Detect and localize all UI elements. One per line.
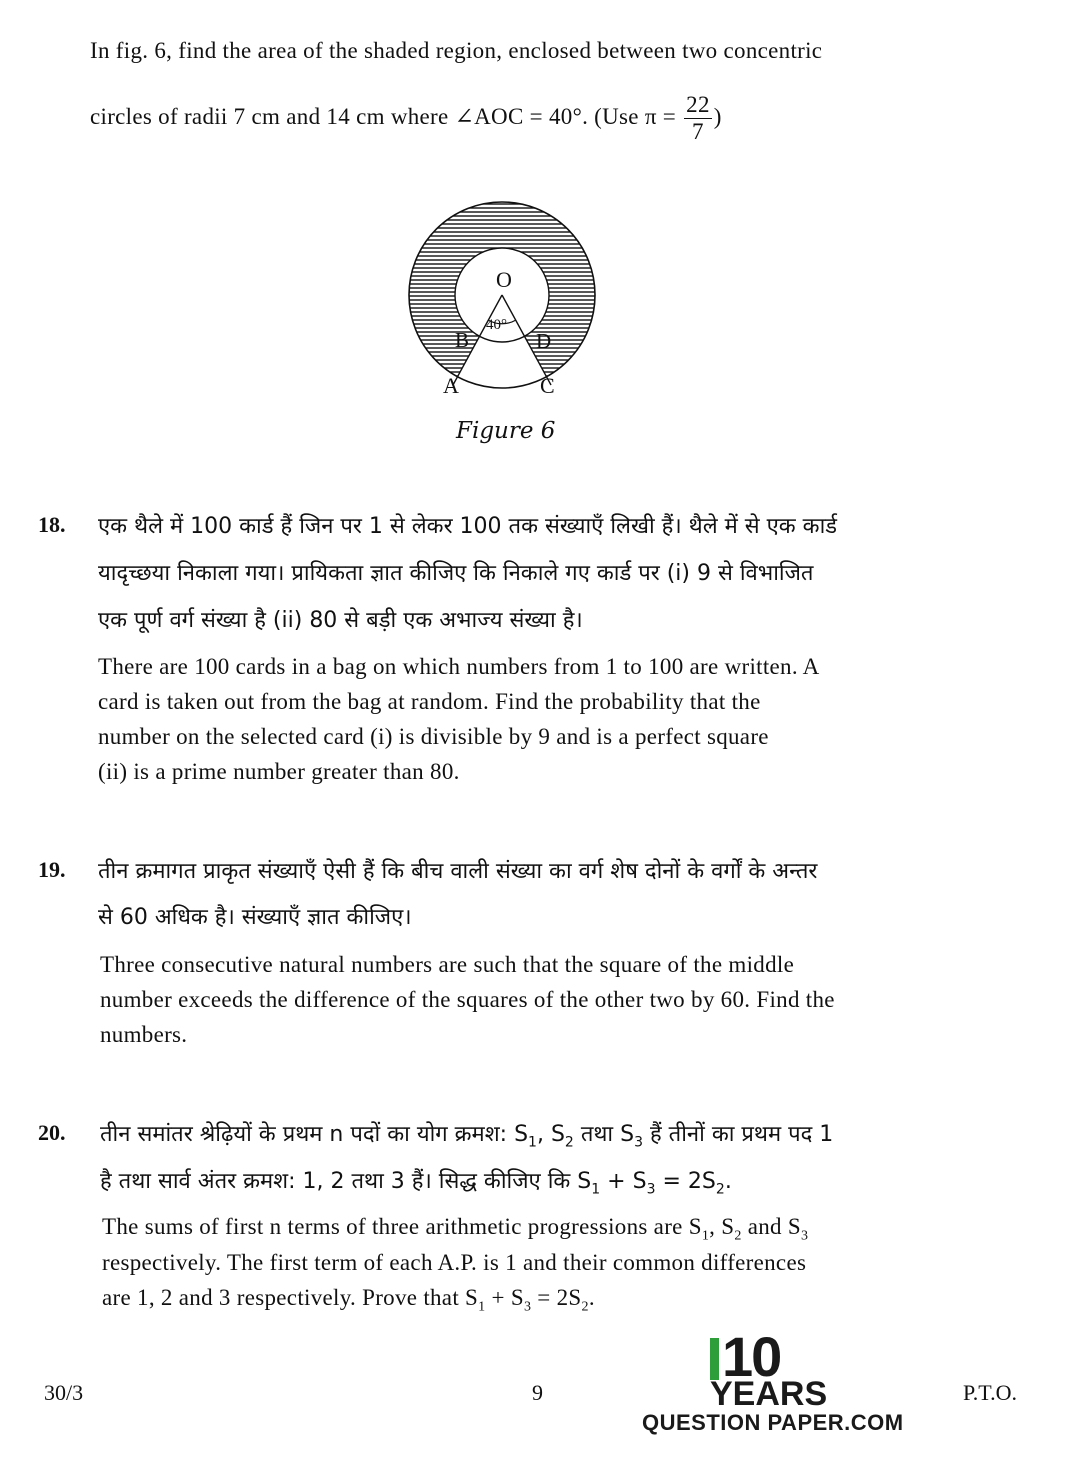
pto-label: P.T.O. <box>963 1380 1017 1405</box>
q17-line-1: In fig. 6, find the area of the shaded region, enclosed between two concentric <box>90 38 823 63</box>
site-logo <box>640 1325 904 1442</box>
sub-1: 1 <box>528 1134 537 1151</box>
sub-3: 3 <box>523 1299 532 1315</box>
q20-english-3c: = 2S <box>531 1285 582 1310</box>
figure-caption: Figure 6 <box>456 418 556 444</box>
label-B: B <box>455 328 470 352</box>
sub-1: 1 <box>478 1299 486 1315</box>
q20-english-1c: and S <box>741 1214 801 1239</box>
q20-english-3d: . <box>588 1285 595 1310</box>
q20-english-line-2: respectively. The first term of each A.P. is 1 and their common differences <box>102 1250 807 1275</box>
label-D: D <box>536 329 552 353</box>
sub-2: 2 <box>715 1181 725 1198</box>
sub-2: 2 <box>734 1228 742 1244</box>
pi-fraction <box>684 92 712 145</box>
sub-3: 3 <box>634 1134 644 1151</box>
paper-code: 30/3 <box>44 1380 84 1405</box>
q20-english-1a: The sums of first n terms of three arithmetic progressions are S <box>102 1214 702 1239</box>
q20-hindi-2c: = 2S <box>655 1169 716 1194</box>
figure-6-diagram <box>405 195 605 405</box>
q19-english-line-2: number exceeds the difference of the squares of the other two by 60. Find the <box>100 987 835 1012</box>
label-angle: 40° <box>486 317 507 333</box>
fraction-numerator: 22 <box>686 92 710 117</box>
q20-hindi-line-2 <box>100 1165 732 1197</box>
q19-english-line-1: Three consecutive natural numbers are such that the square of the middle <box>100 952 795 977</box>
sub-2: 2 <box>564 1134 574 1151</box>
label-A: A <box>443 373 459 398</box>
q19-hindi-line-1: तीन क्रमागत प्राकृत संख्याएँ ऐसी हैं कि बीच वाली संख्या का वर्ग शेष दोनों के वर्गों के अन्तर <box>98 859 818 884</box>
logo-site-name: QUESTION PAPER.COM <box>642 1410 904 1435</box>
q20-english-3a: are 1, 2 and 3 respectively. Prove that S <box>102 1285 479 1310</box>
q19-hindi-line-2: से 60 अधिक है। संख्याएँ ज्ञात कीजिए। <box>98 905 412 930</box>
label-O: O <box>496 267 512 292</box>
q17-line-2-text: circles of radii 7 cm and 14 cm where ∠AOC = 40°. (Use π = <box>90 103 677 129</box>
fraction-denominator: 7 <box>692 119 704 144</box>
q18-english-line-3: number on the selected card (i) is divisible by 9 and is a perfect square <box>98 724 769 749</box>
logo-years: YEARS <box>710 1375 828 1413</box>
sub-1: 1 <box>701 1228 710 1244</box>
q20-english-line-1 <box>102 1214 808 1245</box>
q17-line-2 <box>90 92 722 145</box>
q18-english-line-4: (ii) is a prime number greater than 80. <box>98 759 460 784</box>
q18-hindi-line-2: यादृच्छया निकाला गया। प्रायिकता ज्ञात कीजिए कि निकाले गए कार्ड पर (i) 9 से विभाजित <box>98 561 814 586</box>
sub-3: 3 <box>646 1181 656 1198</box>
q20-hindi-1d: हैं तीनों का प्रथम पद 1 <box>643 1122 834 1147</box>
page-number: 9 <box>532 1380 543 1405</box>
sub-2: 2 <box>581 1299 589 1315</box>
q18-hindi-line-1: एक थैले में 100 कार्ड हैं जिन पर 1 से लेकर 100 तक संख्याएँ लिखी हैं। थैले में से एक कार्ड <box>98 514 838 539</box>
q20-hindi-2b: + S <box>600 1169 647 1194</box>
q20-hindi-line-1 <box>100 1118 833 1150</box>
q18-number: 18. <box>38 512 66 537</box>
q19-number: 19. <box>38 857 66 882</box>
q20-number: 20. <box>38 1120 66 1145</box>
q20-hindi-1b: , S <box>536 1122 565 1147</box>
logo-accent-bar <box>710 1338 719 1380</box>
q20-hindi-2d: . <box>724 1169 732 1194</box>
q18-hindi-line-3: एक पूर्ण वर्ग संख्या है (ii) 80 से बड़ी एक अभाज्य संख्या है। <box>98 608 583 633</box>
label-C: C <box>540 373 555 398</box>
q18-english-line-2: card is taken out from the bag at random. Find the probability that the <box>98 689 761 714</box>
q17-close-paren: ) <box>713 103 722 129</box>
q20-english-1b: , S <box>709 1214 735 1239</box>
sub-3: 3 <box>800 1228 809 1244</box>
logo-number: 10 <box>722 1325 781 1388</box>
q18-english-line-1: There are 100 cards in a bag on which numbers from 1 to 100 are written. A <box>98 654 820 679</box>
q20-hindi-1a: तीन समांतर श्रेढ़ियों के प्रथम n पदों का योग क्रमश: S <box>100 1122 529 1147</box>
q19-english-line-3: numbers. <box>100 1022 188 1047</box>
q20-hindi-2a: है तथा सार्व अंतर क्रमश: 1, 2 तथा 3 हैं। सिद्ध कीजिए कि S <box>100 1169 592 1194</box>
q20-english-line-3 <box>102 1285 595 1316</box>
q20-english-3b: + S <box>485 1285 524 1310</box>
sub-1: 1 <box>591 1181 601 1198</box>
q20-hindi-1c: तथा S <box>573 1122 635 1147</box>
